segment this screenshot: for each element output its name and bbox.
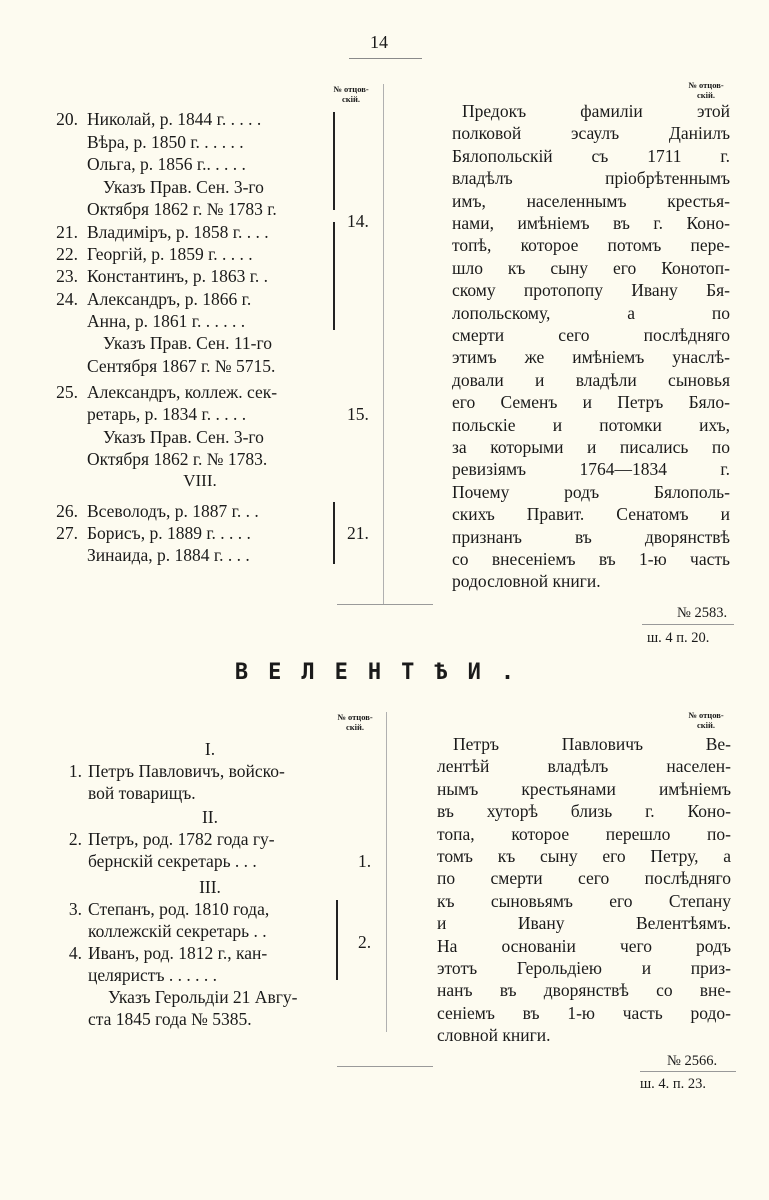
- entry-text: коллежскій секретарь . .: [88, 921, 267, 941]
- narrative-line: Бялопольскій съ 1711 г.: [452, 145, 730, 166]
- entry-number: 23.: [56, 266, 78, 286]
- narrative-line: довали и владѣли сыновья: [452, 369, 730, 390]
- entry-number: 24.: [56, 289, 78, 309]
- entry-text: Указъ Прав. Сен. 3-го: [103, 427, 264, 447]
- entry-text: Владиміръ, р. 1858 г. . . .: [87, 222, 269, 242]
- entry-number: 3.: [68, 899, 82, 919]
- record-rule: [640, 1071, 736, 1072]
- entry-text: вой товарищъ.: [88, 783, 196, 803]
- family-title: ВЕЛЕНТѢИ.: [234, 660, 535, 685]
- entry-text: Александръ, коллеж. сек-: [87, 382, 278, 402]
- narrative-line: нами, имѣніемъ въ г. Коно-: [452, 213, 730, 233]
- entry-text: Сентября 1867 г. № 5715.: [87, 356, 276, 376]
- record-rule: [642, 624, 734, 625]
- record-number: № 2583.: [677, 605, 728, 621]
- narrative-line: лопольскому, а по: [452, 302, 730, 323]
- narrative-line: родословной книги.: [452, 571, 601, 592]
- narrative-line: лентѣй владѣлъ населен-: [437, 756, 731, 777]
- entry-text: Анна, р. 1861 г. . . . . .: [87, 311, 246, 331]
- entry-text: ста 1845 года № 5385.: [88, 1009, 252, 1029]
- entry-text: Борисъ, р. 1889 г. . . . .: [87, 523, 251, 543]
- narrative-line: къ сыновьямъ его Степану: [437, 890, 731, 911]
- section-separator: [337, 1066, 433, 1067]
- entry-text: Указъ Прав. Сен. 3-го: [103, 177, 264, 197]
- entry-text: Николай, р. 1844 г. . . . .: [87, 109, 262, 129]
- left-column-header: № отцов- скій.: [333, 84, 369, 104]
- shelf-mark: ш. 4 п. 20.: [647, 630, 710, 646]
- father-ref-number: 21.: [347, 523, 369, 543]
- right-column-header: № отцов- скій.: [688, 80, 724, 100]
- narrative-line: польскіе и потомки ихъ,: [452, 414, 730, 435]
- entry-number: 2.: [68, 829, 82, 849]
- entry-text: бернскій секретарь . . .: [88, 851, 257, 871]
- narrative-line: этимъ же имѣніемъ унаслѣ-: [452, 347, 730, 368]
- entry-text: Георгій, р. 1859 г. . . . .: [87, 244, 253, 264]
- section2-genealogy-list: [0, 0, 386, 1040]
- brace: [336, 900, 338, 980]
- narrative-line: шло къ сыну его Конотоп-: [452, 257, 730, 278]
- father-ref-number: 15.: [347, 404, 369, 424]
- narrative-line: въ хуторѣ близь г. Коно-: [437, 801, 731, 822]
- entry-text: Указъ Герольдіи 21 Авгу-: [108, 987, 298, 1007]
- narrative-line: полковой эсаулъ Даніилъ: [452, 123, 730, 144]
- narrative-line: Почему родъ Бялополь-: [452, 481, 730, 502]
- entry-number: 25.: [56, 382, 78, 402]
- entry-text: Октября 1862 г. № 1783 г.: [87, 199, 277, 219]
- narrative-line: и Ивану Велентѣямъ.: [437, 913, 731, 934]
- shelf-mark: ш. 4. п. 23.: [640, 1076, 707, 1092]
- generation-heading: I.: [204, 739, 216, 759]
- narrative-line: со внесеніемъ въ 1-ю часть: [452, 549, 730, 569]
- column-rule: [386, 712, 387, 1032]
- record-number: № 2566.: [667, 1053, 718, 1069]
- narrative-line: На основанiи чего родъ: [437, 935, 731, 956]
- entry-text: целяристъ . . . . . .: [88, 965, 217, 985]
- entry-text: Ольга, р. 1856 г.. . . . .: [87, 154, 246, 174]
- entry-text: Октября 1862 г. № 1783.: [87, 449, 268, 469]
- narrative-line: скому протопопу Ивану Бя-: [452, 280, 730, 301]
- narrative-line: признанъ въ дворянствѣ: [452, 526, 730, 547]
- entry-number: 4.: [68, 943, 82, 963]
- father-ref-number: 2.: [358, 932, 372, 952]
- entry-text: Зинаида, р. 1884 г. . . .: [87, 545, 250, 565]
- entry-text: Петръ, род. 1782 года гу-: [88, 829, 275, 849]
- narrative-line: словной книги.: [437, 1025, 551, 1046]
- page-number: 14: [370, 32, 388, 52]
- entry-number: 1.: [68, 761, 82, 781]
- narrative-line: скихъ Правит. Сенатомъ и: [452, 504, 730, 525]
- narrative-line: владѣлъ пріобрѣтеннымъ: [452, 168, 730, 189]
- entry-text: Александръ, р. 1866 г.: [87, 289, 252, 309]
- right-column-header: № отцов- скій.: [688, 710, 724, 730]
- narrative-line: Предокъ фамиліи этой: [462, 101, 730, 121]
- entry-text: Иванъ, род. 1812 г., кан-: [88, 943, 268, 963]
- narrative-line: ревизіямъ 1764—1834 г.: [452, 459, 730, 480]
- entry-text: Вѣра, р. 1850 г. . . . . .: [87, 132, 244, 152]
- generation-heading: VIII.: [183, 471, 217, 490]
- entry-text: ретарь, р. 1834 г. . . . .: [87, 404, 247, 424]
- generation-heading: III.: [199, 877, 221, 897]
- entry-number: 21.: [56, 222, 78, 242]
- entry-number: 22.: [56, 244, 78, 264]
- entry-text: Степанъ, род. 1810 года,: [88, 899, 270, 919]
- narrative-line: сеніемъ въ 1-ю часть родо-: [437, 1002, 731, 1023]
- narrative-line: нымъ крестьянами имѣніемъ: [437, 778, 731, 799]
- narrative-line: смерти сего послѣдняго: [452, 325, 730, 345]
- entry-number: 26.: [56, 501, 78, 521]
- father-ref-number: 1.: [358, 851, 372, 871]
- narrative-line: нанъ въ дворянствѣ со вне-: [437, 980, 731, 1001]
- narrative-line: этотъ Герольдіею и приз-: [437, 958, 731, 978]
- generation-heading: II.: [201, 807, 219, 827]
- entry-text: Указъ Прав. Сен. 11-го: [103, 333, 273, 353]
- entry-text: Константинъ, р. 1863 г. .: [87, 266, 269, 286]
- narrative-line: за которыми и писались по: [452, 437, 730, 457]
- entry-number: 27.: [56, 523, 78, 543]
- narrative-line: томъ къ сыну его Петру, а: [437, 846, 731, 866]
- narrative-line: топѣ, которое потомъ пере-: [452, 235, 730, 256]
- entry-number: 20.: [56, 109, 78, 129]
- narrative-line: топа, которое перешло по-: [437, 823, 731, 844]
- narrative-line: имъ, населеннымъ крестья-: [452, 190, 730, 211]
- narrative-line: его Семенъ и Петръ Бяло-: [452, 392, 730, 413]
- narrative-line: Петръ Павловичъ Ве-: [453, 734, 731, 754]
- father-ref-number: 14.: [347, 211, 369, 231]
- left-column-header: № отцов- скій.: [337, 712, 373, 732]
- narrative-line: по смерти сего послѣдняго: [437, 868, 731, 889]
- entry-text: Петръ Павловичъ, войско-: [88, 761, 285, 781]
- entry-text: Всеволодъ, р. 1887 г. . .: [87, 501, 259, 521]
